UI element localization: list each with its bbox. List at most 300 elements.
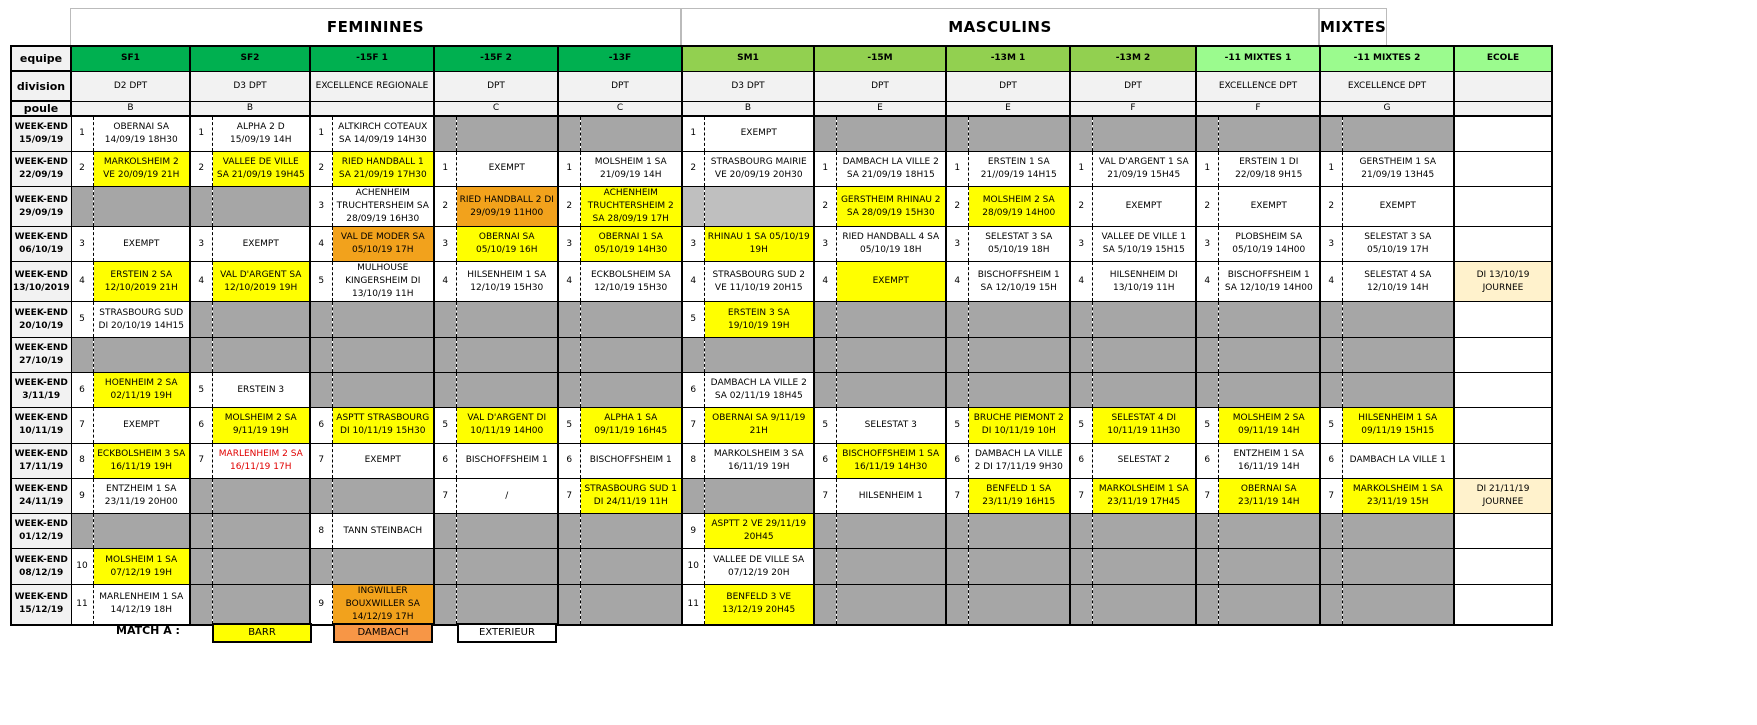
team-pool: B bbox=[71, 101, 190, 116]
match-cell: MOLSHEIM 1 SA 07/12/19 19H bbox=[93, 549, 190, 584]
team-header-row bbox=[11, 46, 1552, 71]
team-pool: C bbox=[558, 101, 682, 116]
match-cell: STRASBOURG MAIRIE VE 20/09/19 20H30 bbox=[704, 151, 814, 186]
match-number: 5 bbox=[310, 262, 332, 302]
match-number bbox=[434, 514, 456, 549]
match-cell: ERSTEIN 3 SA 19/10/19 19H bbox=[704, 302, 814, 337]
team-division: DPT bbox=[434, 71, 558, 101]
match-cell: RHINAU 1 SA 05/10/19 19H bbox=[704, 227, 814, 262]
week-label: WEEK-END 01/12/19 bbox=[11, 514, 71, 549]
match-cell: ALPHA 1 SA 09/11/19 16H45 bbox=[580, 408, 682, 443]
match-cell: MARLENHEIM 2 SA 16/11/19 17H bbox=[212, 443, 310, 478]
match-number bbox=[814, 372, 836, 407]
match-number: 6 bbox=[558, 443, 580, 478]
match-number: 3 bbox=[190, 227, 212, 262]
match-cell bbox=[836, 372, 946, 407]
team-pool: F bbox=[1196, 101, 1320, 116]
match-number: 6 bbox=[310, 408, 332, 443]
match-number: 6 bbox=[71, 372, 93, 407]
match-cell: SELESTAT 4 SA 12/10/19 14H bbox=[1342, 262, 1454, 302]
match-cell bbox=[968, 549, 1070, 584]
match-number: 10 bbox=[682, 549, 704, 584]
match-number: 1 bbox=[558, 151, 580, 186]
match-cell: HILSENHEIM 1 bbox=[836, 478, 946, 513]
division-header-row bbox=[11, 71, 1552, 101]
team-division bbox=[1454, 71, 1552, 101]
match-cell: ALPHA 2 D 15/09/19 14H bbox=[212, 116, 310, 151]
match-cell bbox=[456, 337, 558, 372]
team-division: EXCELLENCE DPT bbox=[1196, 71, 1320, 101]
match-number bbox=[1196, 514, 1218, 549]
week-label: WEEK-END 13/10/2019 bbox=[11, 262, 71, 302]
school-cell bbox=[1454, 227, 1552, 262]
match-number: 7 bbox=[946, 478, 968, 513]
match-cell: ACHENHEIM TRUCHTERSHEIM 2 SA 28/09/19 17H bbox=[580, 187, 682, 227]
match-number: 7 bbox=[1070, 478, 1092, 513]
match-number bbox=[1320, 337, 1342, 372]
match-number bbox=[558, 116, 580, 151]
match-cell bbox=[1092, 372, 1196, 407]
match-cell: OBERNAI SA 9/11/19 21H bbox=[704, 408, 814, 443]
match-cell: GERSTHEIM RHINAU 2 SA 28/09/19 15H30 bbox=[836, 187, 946, 227]
match-cell bbox=[1218, 302, 1320, 337]
match-number bbox=[946, 337, 968, 372]
match-cell bbox=[580, 372, 682, 407]
team-pool: G bbox=[1320, 101, 1454, 116]
match-number: 4 bbox=[1070, 262, 1092, 302]
division-row-label: division bbox=[11, 71, 71, 101]
match-number bbox=[71, 337, 93, 372]
match-number bbox=[1070, 372, 1092, 407]
match-cell: HILSENHEIM 1 SA 12/10/19 15H30 bbox=[456, 262, 558, 302]
match-number: 8 bbox=[71, 443, 93, 478]
match-cell: MOLSHEIM 2 SA 28/09/19 14H00 bbox=[968, 187, 1070, 227]
match-cell bbox=[580, 116, 682, 151]
match-cell: OBERNAI SA 23/11/19 14H bbox=[1218, 478, 1320, 513]
match-number bbox=[558, 514, 580, 549]
match-number: 3 bbox=[814, 227, 836, 262]
match-number: 1 bbox=[1320, 151, 1342, 186]
match-cell bbox=[456, 549, 558, 584]
match-cell: BISCHOFFSHEIM 1 SA 16/11/19 14H30 bbox=[836, 443, 946, 478]
match-cell bbox=[212, 187, 310, 227]
match-cell bbox=[332, 372, 434, 407]
team-division: D3 DPT bbox=[682, 71, 814, 101]
match-number: 2 bbox=[310, 151, 332, 186]
match-cell: EXEMPT bbox=[1218, 187, 1320, 227]
match-cell: DAMBACH LA VILLE 2 SA 21/09/19 18H15 bbox=[836, 151, 946, 186]
match-number: 3 bbox=[1320, 227, 1342, 262]
match-number bbox=[946, 116, 968, 151]
match-number: 6 bbox=[814, 443, 836, 478]
match-number bbox=[814, 514, 836, 549]
match-number: 10 bbox=[71, 549, 93, 584]
match-number: 4 bbox=[682, 262, 704, 302]
school-cell bbox=[1454, 514, 1552, 549]
match-cell: MULHOUSE KINGERSHEIM DI 13/10/19 11H bbox=[332, 262, 434, 302]
match-number: 1 bbox=[1070, 151, 1092, 186]
match-cell: OBERNAI 1 SA 05/10/19 14H30 bbox=[580, 227, 682, 262]
match-number: 4 bbox=[1320, 262, 1342, 302]
match-number: 9 bbox=[71, 478, 93, 513]
match-cell: ENTZHEIM 1 SA 16/11/19 14H bbox=[1218, 443, 1320, 478]
team-team: -15F 1 bbox=[310, 46, 434, 71]
match-cell bbox=[456, 514, 558, 549]
match-cell: STRASBOURG SUD 2 VE 11/10/19 20H15 bbox=[704, 262, 814, 302]
team-team: ECOLE bbox=[1454, 46, 1552, 71]
team-division: DPT bbox=[558, 71, 682, 101]
match-cell: HILSENHEIM 1 SA 09/11/19 15H15 bbox=[1342, 408, 1454, 443]
match-cell bbox=[580, 514, 682, 549]
match-number: 2 bbox=[946, 187, 968, 227]
match-number bbox=[310, 337, 332, 372]
match-cell: EXEMPT bbox=[836, 262, 946, 302]
match-cell: MARLENHEIM 1 SA 14/12/19 18H bbox=[93, 584, 190, 625]
match-cell: DAMBACH LA VILLE 2 DI 17/11/19 9H30 bbox=[968, 443, 1070, 478]
team-pool: C bbox=[434, 101, 558, 116]
week-label: WEEK-END 27/10/19 bbox=[11, 337, 71, 372]
match-number bbox=[190, 549, 212, 584]
match-number bbox=[190, 514, 212, 549]
week-label: WEEK-END 15/09/19 bbox=[11, 116, 71, 151]
match-cell: MARKOLSHEIM 3 SA 16/11/19 19H bbox=[704, 443, 814, 478]
match-number bbox=[434, 337, 456, 372]
match-number: 2 bbox=[71, 151, 93, 186]
match-number bbox=[1070, 549, 1092, 584]
match-cell: OBERNAI SA 14/09/19 18H30 bbox=[93, 116, 190, 151]
pool-row-label: poule bbox=[11, 101, 71, 116]
match-cell: DAMBACH LA VILLE 1 bbox=[1342, 443, 1454, 478]
week-row bbox=[11, 584, 1552, 625]
match-number: 2 bbox=[190, 151, 212, 186]
team-team: SM1 bbox=[682, 46, 814, 71]
match-number: 6 bbox=[1070, 443, 1092, 478]
match-cell: ENTZHEIM 1 SA 23/11/19 20H00 bbox=[93, 478, 190, 513]
match-number bbox=[434, 584, 456, 625]
match-number: 5 bbox=[1320, 408, 1342, 443]
match-cell bbox=[968, 337, 1070, 372]
match-number: 5 bbox=[434, 408, 456, 443]
match-number: 1 bbox=[682, 116, 704, 151]
match-number bbox=[814, 116, 836, 151]
match-cell: HILSENHEIM DI 13/10/19 11H bbox=[1092, 262, 1196, 302]
legend-item: EXTERIEUR bbox=[457, 623, 557, 643]
match-cell bbox=[968, 116, 1070, 151]
match-cell: ECKBOLSHEIM SA 12/10/19 15H30 bbox=[580, 262, 682, 302]
match-cell: MARKOLSHEIM 1 SA 23/11/19 15H bbox=[1342, 478, 1454, 513]
match-cell: BISCHOFFSHEIM 1 SA 12/10/19 14H00 bbox=[1218, 262, 1320, 302]
team-row-label: equipe bbox=[11, 46, 71, 71]
match-cell: OBERNAI SA 05/10/19 16H bbox=[456, 227, 558, 262]
week-row bbox=[11, 227, 1552, 262]
match-number bbox=[1320, 584, 1342, 625]
match-cell bbox=[93, 514, 190, 549]
match-cell: EXEMPT bbox=[1092, 187, 1196, 227]
match-number: 2 bbox=[814, 187, 836, 227]
match-number: 5 bbox=[814, 408, 836, 443]
schedule-grid bbox=[10, 45, 1553, 626]
week-row bbox=[11, 187, 1552, 227]
match-number bbox=[558, 584, 580, 625]
match-number: 2 bbox=[682, 151, 704, 186]
match-cell: VAL D'ARGENT SA 12/10/2019 19H bbox=[212, 262, 310, 302]
team-division: DPT bbox=[814, 71, 946, 101]
match-number: 3 bbox=[310, 187, 332, 227]
match-number: 2 bbox=[1070, 187, 1092, 227]
match-number bbox=[190, 478, 212, 513]
match-cell: VAL D'ARGENT DI 10/11/19 14H00 bbox=[456, 408, 558, 443]
match-cell: RIED HANDBALL 4 SA 05/10/19 18H bbox=[836, 227, 946, 262]
team-pool: E bbox=[814, 101, 946, 116]
match-number: 1 bbox=[434, 151, 456, 186]
match-cell bbox=[456, 584, 558, 625]
match-number: 1 bbox=[310, 116, 332, 151]
match-cell: VAL D'ARGENT 1 SA 21/09/19 15H45 bbox=[1092, 151, 1196, 186]
match-cell bbox=[1092, 302, 1196, 337]
match-number bbox=[682, 187, 704, 227]
match-number: 7 bbox=[682, 408, 704, 443]
match-number bbox=[71, 514, 93, 549]
match-cell: VAL DE MODER SA 05/10/19 17H bbox=[332, 227, 434, 262]
week-row bbox=[11, 262, 1552, 302]
match-cell bbox=[212, 584, 310, 625]
match-number bbox=[1070, 116, 1092, 151]
team-division: D2 DPT bbox=[71, 71, 190, 101]
match-number bbox=[814, 584, 836, 625]
week-label: WEEK-END 08/12/19 bbox=[11, 549, 71, 584]
legend-label: MATCH A : bbox=[116, 624, 180, 637]
match-number bbox=[814, 337, 836, 372]
match-number bbox=[310, 302, 332, 337]
match-cell bbox=[212, 337, 310, 372]
match-number: 4 bbox=[310, 227, 332, 262]
match-cell bbox=[1218, 372, 1320, 407]
match-number: 5 bbox=[1196, 408, 1218, 443]
match-cell: EXEMPT bbox=[332, 443, 434, 478]
match-cell: VALLEE DE VILLE SA 07/12/19 20H bbox=[704, 549, 814, 584]
match-number bbox=[190, 187, 212, 227]
match-cell bbox=[1342, 584, 1454, 625]
match-number bbox=[310, 372, 332, 407]
team-pool: E bbox=[946, 101, 1070, 116]
match-number: 4 bbox=[190, 262, 212, 302]
match-number: 11 bbox=[71, 584, 93, 625]
week-row bbox=[11, 302, 1552, 337]
match-cell: MARKOLSHEIM 1 SA 23/11/19 17H45 bbox=[1092, 478, 1196, 513]
team-team: -11 MIXTES 2 bbox=[1320, 46, 1454, 71]
match-cell bbox=[836, 584, 946, 625]
match-number bbox=[1196, 549, 1218, 584]
school-cell: DI 13/10/19 JOURNEE bbox=[1454, 262, 1552, 302]
match-cell bbox=[836, 116, 946, 151]
match-number bbox=[558, 372, 580, 407]
match-number bbox=[1196, 116, 1218, 151]
match-number bbox=[946, 302, 968, 337]
match-number: 8 bbox=[682, 443, 704, 478]
match-cell: EXEMPT bbox=[456, 151, 558, 186]
match-number bbox=[310, 478, 332, 513]
match-number bbox=[1320, 302, 1342, 337]
team-pool: B bbox=[682, 101, 814, 116]
match-number: 2 bbox=[1196, 187, 1218, 227]
match-cell: MOLSHEIM 2 SA 09/11/19 14H bbox=[1218, 408, 1320, 443]
match-cell bbox=[332, 478, 434, 513]
match-cell: RIED HANDBALL 1 SA 21/09/19 17H30 bbox=[332, 151, 434, 186]
school-cell bbox=[1454, 151, 1552, 186]
match-number: 6 bbox=[682, 372, 704, 407]
week-row bbox=[11, 478, 1552, 513]
match-cell: ALTKIRCH COTEAUX SA 14/09/19 14H30 bbox=[332, 116, 434, 151]
match-number: 5 bbox=[190, 372, 212, 407]
match-number: 1 bbox=[1196, 151, 1218, 186]
match-cell bbox=[1218, 549, 1320, 584]
match-cell bbox=[212, 514, 310, 549]
team-team: -13M 2 bbox=[1070, 46, 1196, 71]
match-cell: ERSTEIN 3 bbox=[212, 372, 310, 407]
match-cell: MARKOLSHEIM 2 VE 20/09/19 21H bbox=[93, 151, 190, 186]
week-row bbox=[11, 116, 1552, 151]
match-cell bbox=[1218, 116, 1320, 151]
match-number: 1 bbox=[190, 116, 212, 151]
team-division: DPT bbox=[1070, 71, 1196, 101]
match-cell bbox=[456, 372, 558, 407]
match-cell bbox=[212, 478, 310, 513]
match-number: 2 bbox=[1320, 187, 1342, 227]
match-number: 7 bbox=[1320, 478, 1342, 513]
match-cell bbox=[968, 302, 1070, 337]
match-cell: BENFELD 1 SA 23/11/19 16H15 bbox=[968, 478, 1070, 513]
match-cell: EXEMPT bbox=[704, 116, 814, 151]
school-cell bbox=[1454, 549, 1552, 584]
match-number: 6 bbox=[1196, 443, 1218, 478]
match-cell bbox=[1092, 514, 1196, 549]
match-number: 5 bbox=[71, 302, 93, 337]
week-label: WEEK-END 10/11/19 bbox=[11, 408, 71, 443]
match-cell bbox=[580, 337, 682, 372]
match-cell bbox=[704, 187, 814, 227]
match-cell bbox=[212, 549, 310, 584]
team-pool: B bbox=[190, 101, 310, 116]
match-cell: HOENHEIM 2 SA 02/11/19 19H bbox=[93, 372, 190, 407]
team-division: EXCELLENCE REGIONALE bbox=[310, 71, 434, 101]
school-cell bbox=[1454, 302, 1552, 337]
match-number bbox=[1320, 549, 1342, 584]
school-cell bbox=[1454, 443, 1552, 478]
match-number bbox=[682, 478, 704, 513]
match-cell: BENFELD 3 VE 13/12/19 20H45 bbox=[704, 584, 814, 625]
match-cell: / bbox=[456, 478, 558, 513]
match-number bbox=[190, 337, 212, 372]
match-number bbox=[190, 302, 212, 337]
match-cell bbox=[836, 549, 946, 584]
match-cell bbox=[1342, 337, 1454, 372]
match-number: 4 bbox=[434, 262, 456, 302]
match-cell: VALLEE DE VILLE 1 SA 5/10/19 15H15 bbox=[1092, 227, 1196, 262]
school-cell bbox=[1454, 187, 1552, 227]
match-number: 7 bbox=[190, 443, 212, 478]
match-cell bbox=[1342, 549, 1454, 584]
match-number: 2 bbox=[558, 187, 580, 227]
team-team: SF2 bbox=[190, 46, 310, 71]
match-number bbox=[190, 584, 212, 625]
match-cell: STRASBOURG SUD 1 DI 24/11/19 11H bbox=[580, 478, 682, 513]
week-label: WEEK-END 3/11/19 bbox=[11, 372, 71, 407]
match-number: 4 bbox=[946, 262, 968, 302]
match-cell bbox=[332, 549, 434, 584]
match-cell: MOLSHEIM 1 SA 21/09/19 14H bbox=[580, 151, 682, 186]
match-cell: STRASBOURG SUD DI 20/10/19 14H15 bbox=[93, 302, 190, 337]
match-number bbox=[814, 302, 836, 337]
week-row bbox=[11, 372, 1552, 407]
match-number bbox=[1320, 116, 1342, 151]
match-number bbox=[1320, 372, 1342, 407]
match-cell bbox=[332, 337, 434, 372]
match-cell: BISCHOFFSHEIM 1 SA 12/10/19 15H bbox=[968, 262, 1070, 302]
school-cell bbox=[1454, 372, 1552, 407]
team-team: -11 MIXTES 1 bbox=[1196, 46, 1320, 71]
match-cell: ERSTEIN 1 DI 22/09/18 9H15 bbox=[1218, 151, 1320, 186]
match-number bbox=[682, 337, 704, 372]
match-number bbox=[946, 549, 968, 584]
match-number: 5 bbox=[682, 302, 704, 337]
match-number: 1 bbox=[71, 116, 93, 151]
match-cell bbox=[968, 514, 1070, 549]
week-row bbox=[11, 408, 1552, 443]
match-cell: EXEMPT bbox=[212, 227, 310, 262]
match-cell: SELESTAT 4 DI 10/11/19 11H30 bbox=[1092, 408, 1196, 443]
match-cell: RIED HANDBALL 2 DI 29/09/19 11H00 bbox=[456, 187, 558, 227]
match-cell: SELESTAT 3 SA 05/10/19 18H bbox=[968, 227, 1070, 262]
match-number bbox=[1196, 584, 1218, 625]
match-number: 3 bbox=[558, 227, 580, 262]
school-cell bbox=[1454, 584, 1552, 625]
match-number: 6 bbox=[1320, 443, 1342, 478]
match-cell: PLOBSHEIM SA 05/10/19 14H00 bbox=[1218, 227, 1320, 262]
legend-item: DAMBACH bbox=[333, 623, 433, 643]
match-number bbox=[1320, 514, 1342, 549]
week-row bbox=[11, 549, 1552, 584]
match-number: 7 bbox=[71, 408, 93, 443]
match-number: 7 bbox=[558, 478, 580, 513]
week-row bbox=[11, 337, 1552, 372]
team-pool: F bbox=[1070, 101, 1196, 116]
match-cell bbox=[1342, 372, 1454, 407]
match-number bbox=[946, 584, 968, 625]
match-cell: BISCHOFFSHEIM 1 bbox=[456, 443, 558, 478]
match-cell bbox=[580, 549, 682, 584]
match-number: 11 bbox=[682, 584, 704, 625]
match-number bbox=[434, 549, 456, 584]
match-number bbox=[558, 302, 580, 337]
match-number bbox=[1070, 337, 1092, 372]
match-number bbox=[1070, 514, 1092, 549]
week-label: WEEK-END 06/10/19 bbox=[11, 227, 71, 262]
match-number: 1 bbox=[814, 151, 836, 186]
match-cell bbox=[456, 116, 558, 151]
match-number bbox=[71, 187, 93, 227]
match-number: 4 bbox=[1196, 262, 1218, 302]
match-cell bbox=[1092, 116, 1196, 151]
match-cell bbox=[212, 302, 310, 337]
match-cell bbox=[93, 337, 190, 372]
match-cell bbox=[1092, 549, 1196, 584]
match-cell bbox=[968, 372, 1070, 407]
week-label: WEEK-END 15/12/19 bbox=[11, 584, 71, 625]
match-cell bbox=[836, 337, 946, 372]
match-number: 3 bbox=[71, 227, 93, 262]
week-label: WEEK-END 20/10/19 bbox=[11, 302, 71, 337]
week-label: WEEK-END 17/11/19 bbox=[11, 443, 71, 478]
